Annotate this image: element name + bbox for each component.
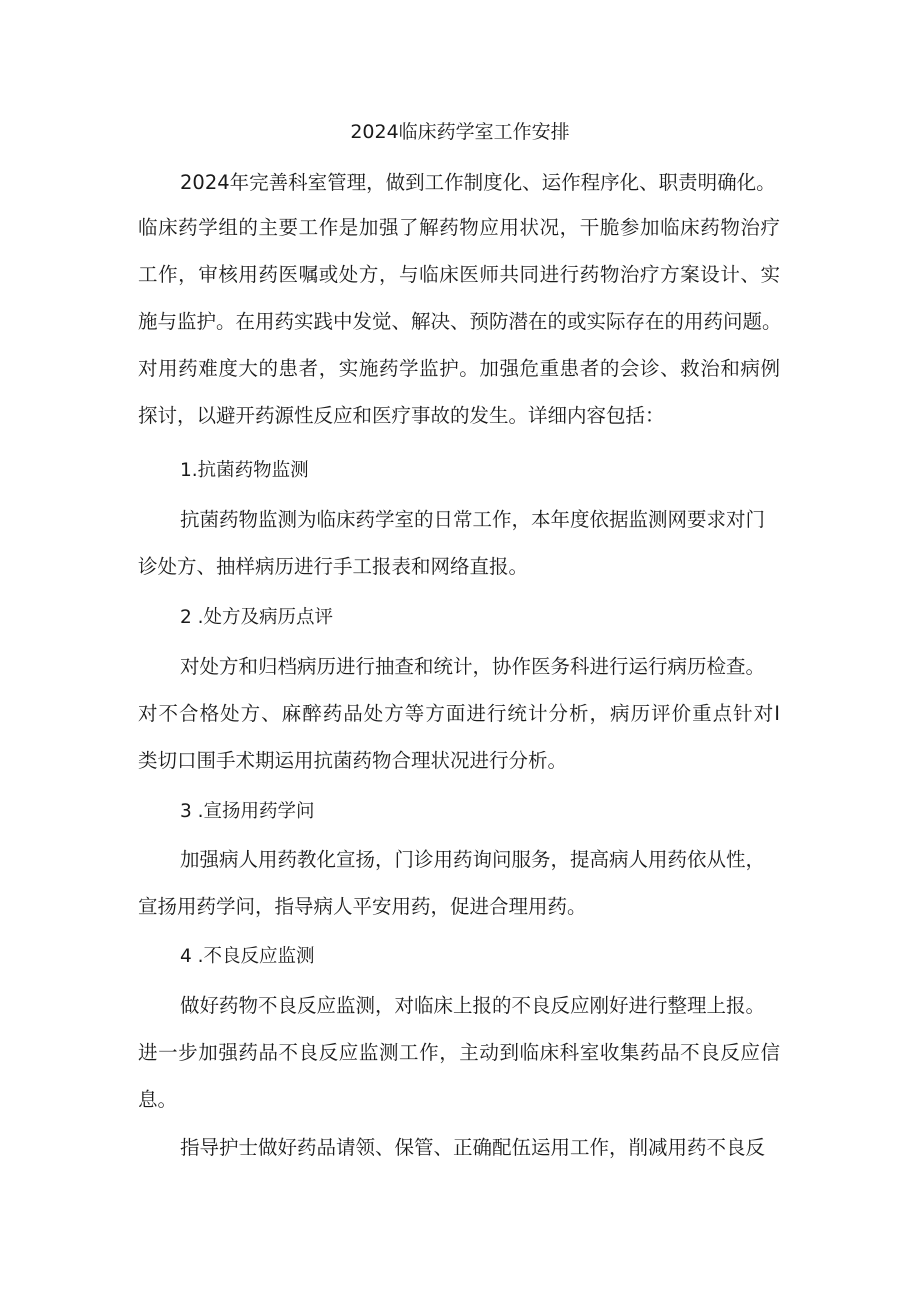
paragraph-line: 加强病人用药教化宣扬，门诊用药询问服务，提高病人用药依从性， — [180, 848, 766, 871]
paragraph-line: 施与监护。在用药实践中发觉、解决、预防潜在的或实际存在的用药问题。 — [138, 310, 782, 333]
section-heading-3: 3 .宣扬用药学问 — [180, 801, 315, 822]
paragraph-line: 探讨，以避开药源性反应和医疗事故的发生。详细内容包括： — [138, 404, 665, 427]
section-heading-2: 2 .处方及病历点评 — [180, 607, 334, 628]
paragraph-line: 宣扬用药学问，指导病人平安用药，促进合理用药。 — [138, 895, 587, 918]
paragraph-line: 指导护士做好药品请领、保管、正确配伍运用工作，削减用药不良反 — [180, 1136, 766, 1159]
section-heading-4: 4 .不良反应监测 — [180, 946, 315, 967]
paragraph-line: 类切口围手术期运用抗菌药物合理状况进行分析。 — [138, 749, 568, 772]
paragraph-line: 2024年完善科室管理，做到工作制度化、运作程序化、职责明确化。 — [180, 171, 776, 194]
paragraph-line: 息。 — [138, 1088, 178, 1111]
paragraph-line: 做好药物不良反应监测，对临床上报的不良反应刚好进行整理上报。 — [180, 994, 766, 1017]
paragraph-line: 临床药学组的主要工作是加强了解药物应用状况，干脆参加临床药物治疗 — [138, 216, 780, 239]
paragraph-line: 对用药难度大的患者，实施药学监护。加强危重患者的会诊、救治和病例 — [138, 357, 780, 380]
document-title: 2024临床药学室工作安排 — [350, 121, 570, 143]
paragraph-line: 抗菌药物监测为临床药学室的日常工作，本年度依据监测网要求对门 — [180, 508, 766, 531]
paragraph-line: 进一步加强药品不良反应监测工作，主动到临床科室收集药品不良反应信 — [138, 1041, 780, 1064]
section-heading-1: 1.抗菌药物监测 — [180, 460, 309, 481]
paragraph-line: 对处方和归档病历进行抽查和统计，协作医务科进行运行病历检查。 — [180, 655, 766, 678]
paragraph-line: 对不合格处方、麻醉药品处方等方面进行统计分析，病历评价重点针对Ⅰ — [138, 702, 780, 725]
paragraph-line: 工作，审核用药医嘱或处方，与临床医师共同进行药物治疗方案设计、实 — [138, 263, 780, 286]
paragraph-line: 诊处方、抽样病历进行手工报表和网络直报。 — [138, 555, 529, 578]
